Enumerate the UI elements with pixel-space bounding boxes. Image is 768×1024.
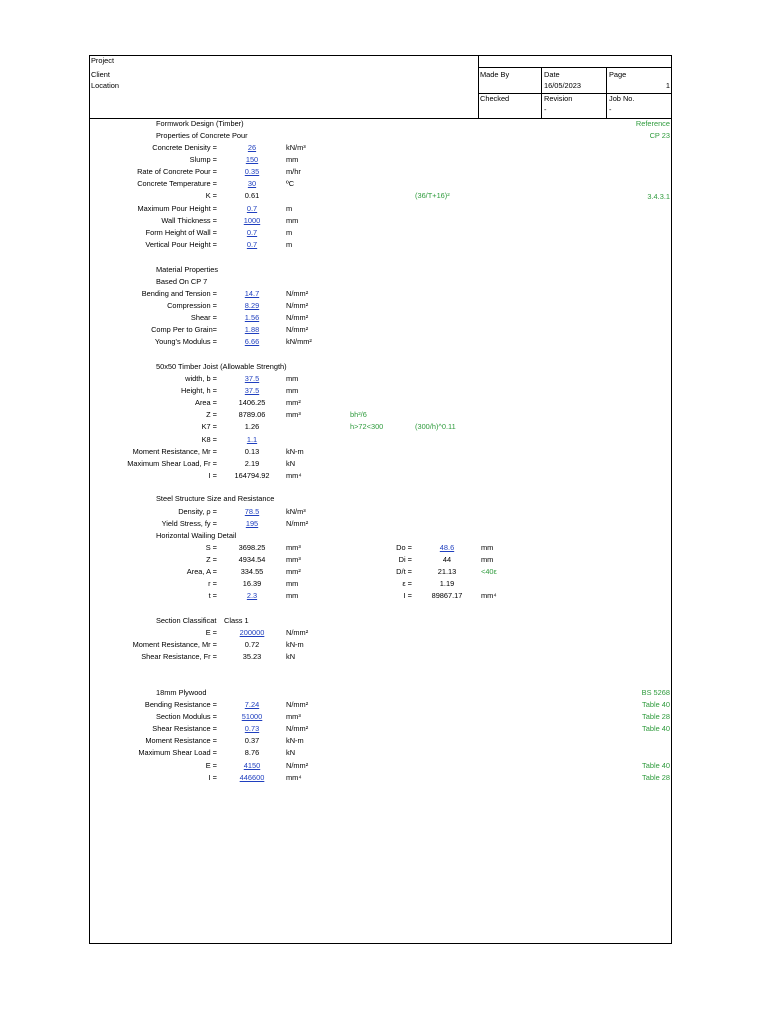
row-label: Density, ρ =	[178, 507, 217, 516]
row-label: Shear Resistance =	[152, 724, 217, 734]
row-unit: kN-m	[286, 446, 304, 456]
table-reference: Table 40	[642, 700, 670, 709]
row-label: Slump =	[189, 155, 217, 165]
row-label: Rate of Concrete Pour =	[137, 167, 217, 177]
row-unit: kN-m	[286, 640, 304, 650]
table-reference: Table 40	[642, 760, 670, 770]
revision-label: Revision	[544, 94, 573, 103]
row-unit: m	[286, 227, 293, 237]
row-unit: mm⁴	[286, 772, 302, 782]
made-by-label: Made By	[480, 70, 510, 79]
input-value: 30	[247, 179, 257, 189]
row-unit: N/mm²	[286, 760, 309, 770]
row-label: D/t =	[396, 567, 412, 577]
row-label: Moment Resistance =	[145, 736, 217, 746]
job-no-label: Job No.	[609, 94, 635, 103]
computed-value: 8789.06	[238, 410, 266, 420]
row-label: Vertical Pour Height =	[145, 239, 217, 249]
formula-note: (300/h)^0.11	[415, 422, 456, 432]
row-unit: mm²	[286, 398, 301, 408]
computed-value: 3698.25	[238, 543, 266, 552]
section-title: Section Classificat	[156, 616, 217, 625]
row-unit: kN	[286, 458, 296, 468]
row-label: Wall Thickness =	[161, 215, 217, 225]
input-value: 0.73	[244, 724, 260, 734]
row-label: S =	[205, 543, 217, 552]
steel-title: Steel Structure Size and Resistance	[156, 494, 275, 503]
row-label: I =	[208, 772, 217, 782]
input-value: 51000	[241, 712, 263, 722]
formwork-title: Formwork Design (Timber)	[156, 119, 244, 128]
input-value: 1.56	[244, 313, 260, 323]
row-unit: mm³	[286, 712, 301, 722]
row-label: Comp Per to Grain=	[151, 325, 217, 335]
waling-title: Horizontal Wailing Detail	[156, 531, 237, 540]
row-label: K7 =	[201, 422, 217, 432]
row-unit: m	[286, 239, 293, 249]
row-label: Z =	[206, 410, 217, 420]
computed-value: 16.39	[242, 579, 262, 589]
row-label: Di =	[398, 555, 412, 565]
row-label: r =	[208, 579, 217, 589]
row-label: Section Modulus =	[155, 712, 217, 722]
input-value: 78.5	[244, 507, 260, 516]
reference-cp23: CP 23	[649, 131, 670, 140]
page-label: Page	[609, 70, 627, 79]
row-unit: mm	[286, 155, 299, 165]
row-label: Area, A =	[186, 567, 217, 577]
section-class: Class 1	[224, 616, 249, 625]
row-label: Young's Modulus =	[154, 337, 217, 347]
row-label: ε =	[402, 579, 412, 589]
input-value: 7.24	[244, 700, 260, 709]
table-reference: Table 40	[642, 724, 670, 734]
input-value: 1.1	[246, 434, 258, 444]
row-unit: mm	[481, 555, 494, 565]
row-label: Maximum Shear Load, Fr =	[127, 458, 217, 468]
row-unit: mm³	[286, 555, 301, 565]
row-label: Compression =	[167, 301, 217, 311]
row-unit: N/mm²	[286, 519, 309, 529]
input-value: 6.66	[244, 337, 260, 347]
row-label: Concrete Temperature =	[137, 179, 217, 189]
row-label: t =	[208, 591, 217, 601]
computed-value: 164794.92	[234, 470, 270, 480]
row-unit: <40ε	[481, 567, 497, 577]
row-unit: m/hr	[286, 167, 301, 177]
row-unit: mm³	[286, 410, 301, 420]
header-divider	[478, 55, 479, 118]
row-label: Yield Stress, fy =	[161, 519, 217, 529]
row-unit: kN-m	[286, 736, 304, 746]
reference-bs5268: BS 5268	[641, 688, 670, 697]
row-label: Maximum Shear Load =	[138, 748, 217, 758]
row-unit: ºC	[286, 179, 295, 189]
job-no-value: -	[609, 105, 612, 114]
input-value: 26	[247, 143, 257, 152]
joist-title: 50x50 Timber Joist (Allowable Strength)	[156, 362, 287, 371]
row-unit: mm⁴	[481, 591, 497, 601]
input-value: 0.7	[246, 227, 258, 237]
row-label: width, b =	[185, 374, 217, 383]
project-label: Project	[91, 56, 115, 65]
row-unit: N/mm²	[286, 700, 309, 709]
page-value: 1	[665, 81, 670, 90]
row-label: Shear =	[190, 313, 217, 323]
formula-note: (36/T+16)²	[415, 191, 450, 201]
plywood-title: 18mm Plywood	[156, 688, 207, 697]
row-unit: kN	[286, 652, 296, 662]
row-label: K =	[205, 191, 217, 201]
computed-value: 8.76	[244, 748, 260, 758]
reference-clause: 3.4.3.1	[647, 192, 670, 201]
row-label: Maximum Pour Height =	[137, 203, 217, 213]
input-value: 446600	[239, 772, 265, 782]
input-value: 37.5	[244, 386, 260, 396]
input-value: 14.7	[244, 289, 260, 298]
checked-label: Checked	[480, 94, 510, 103]
input-value: 4150	[243, 760, 261, 770]
input-value: 0.35	[244, 167, 260, 177]
computed-value: 2.19	[244, 458, 260, 468]
computed-value: 1.26	[244, 422, 260, 432]
row-label: Do =	[396, 543, 412, 552]
computed-value: 1.19	[439, 579, 455, 589]
input-value: 8.29	[244, 301, 260, 311]
row-label: Moment Resistance, Mr =	[132, 640, 217, 650]
formwork-subtitle: Properties of Concrete Pour	[156, 131, 248, 140]
row-unit: N/mm²	[286, 628, 309, 637]
revision-value: -	[544, 105, 547, 114]
reference-heading: Reference	[635, 119, 670, 128]
row-label: E =	[205, 628, 217, 637]
location-label: Location	[91, 81, 119, 90]
row-unit: mm	[481, 543, 494, 552]
input-value: 2.3	[246, 591, 258, 601]
formula-note: h>72<300	[350, 422, 384, 432]
computed-value: 35.23	[242, 652, 262, 662]
date-value: 16/05/2023	[544, 81, 581, 90]
table-reference: Table 28	[642, 772, 670, 782]
input-value: 0.7	[246, 203, 258, 213]
row-label: Moment Resistance, Mr =	[132, 446, 217, 456]
row-unit: N/mm²	[286, 313, 309, 323]
row-label: K8 =	[201, 434, 217, 444]
row-label: Height, h =	[181, 386, 217, 396]
row-unit: mm	[286, 579, 299, 589]
row-label: Bending Resistance =	[144, 700, 217, 709]
row-unit: mm	[286, 591, 299, 601]
input-value: 150	[245, 155, 259, 165]
computed-value: 1406.25	[238, 398, 266, 408]
computed-value: 0.72	[244, 640, 260, 650]
input-value: 1.88	[244, 325, 260, 335]
row-label: I =	[208, 470, 217, 480]
computed-value: 4934.54	[238, 555, 266, 565]
header-col-line-2	[606, 67, 607, 118]
row-unit: kN/m³	[286, 143, 306, 152]
row-label: Area =	[195, 398, 217, 408]
table-reference: Table 28	[642, 712, 670, 722]
computed-value: 0.61	[244, 191, 260, 201]
input-value: 200000	[239, 628, 265, 637]
date-label: Date	[544, 70, 560, 79]
row-label: I =	[403, 591, 412, 601]
material-subtitle: Based On CP 7	[156, 277, 208, 286]
input-value: 37.5	[244, 374, 260, 383]
computed-value: 44	[442, 555, 452, 565]
header-col-line	[541, 67, 542, 118]
row-unit: N/mm²	[286, 289, 309, 298]
computed-value: 0.37	[244, 736, 260, 746]
client-label: Client	[91, 70, 110, 79]
input-value: 195	[245, 519, 259, 529]
row-unit: kN	[286, 748, 296, 758]
computed-value: 21.13	[437, 567, 457, 577]
input-value: 1000	[243, 215, 261, 225]
row-label: Bending and Tension =	[141, 289, 217, 298]
row-unit: mm²	[286, 567, 301, 577]
row-unit: kN/m³	[286, 507, 306, 516]
row-unit: mm³	[286, 543, 301, 552]
header-row-line	[478, 67, 672, 68]
row-unit: mm⁴	[286, 470, 302, 480]
row-unit: kN/mm²	[286, 337, 312, 347]
row-label: Z =	[206, 555, 217, 565]
row-label: Form Height of Wall =	[145, 227, 217, 237]
formula-note: bh²/6	[350, 410, 367, 420]
material-title: Material Properties	[156, 265, 219, 274]
row-unit: m	[286, 203, 293, 213]
computed-value: 334.55	[240, 567, 264, 577]
row-unit: N/mm²	[286, 301, 309, 311]
row-label: E =	[205, 760, 217, 770]
computed-value: 89867.17	[431, 591, 463, 601]
row-unit: N/mm²	[286, 325, 309, 335]
row-unit: mm	[286, 215, 299, 225]
input-value: 48.6	[439, 543, 455, 552]
input-value: 0.7	[246, 239, 258, 249]
row-unit: mm	[286, 386, 299, 396]
row-label: Shear Resistance, Fr =	[141, 652, 217, 662]
row-unit: mm	[286, 374, 299, 383]
row-label: Concrete Denisity =	[152, 143, 217, 152]
row-unit: N/mm²	[286, 724, 309, 734]
computed-value: 0.13	[244, 446, 260, 456]
